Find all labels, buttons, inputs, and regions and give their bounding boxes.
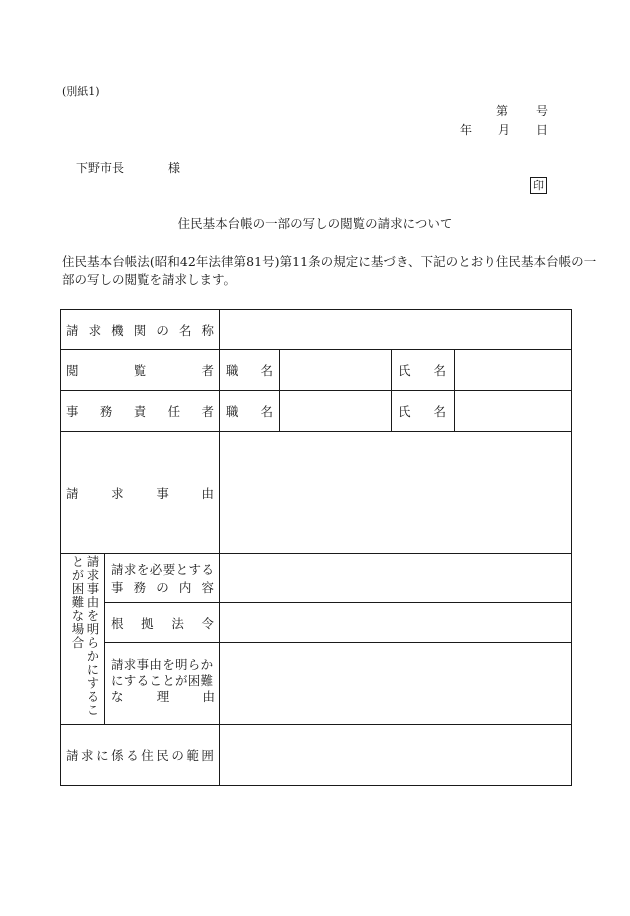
difficulty-reason-field[interactable] (220, 643, 571, 724)
label-char: を (136, 562, 150, 577)
label-char: 関 (133, 322, 147, 338)
label-char: る (126, 748, 139, 763)
label-char: 内 (178, 580, 192, 595)
label-char: 民 (156, 748, 169, 763)
number-prefix: 第 (496, 104, 509, 118)
label-char: 名 (433, 404, 446, 419)
label-char: 令 (201, 615, 214, 631)
resident-scope-field[interactable] (220, 725, 571, 785)
label-line (111, 560, 214, 576)
responsible-position-field[interactable] (280, 391, 391, 431)
label-char: 称 (201, 322, 214, 338)
resident-scope-label (66, 725, 214, 785)
label-char: 理 (156, 689, 170, 704)
date-year-label: 年 (460, 123, 473, 137)
label-char: と (175, 562, 189, 577)
label-char: 者 (201, 404, 214, 419)
label-char: の (156, 322, 169, 338)
label-char: 務 (99, 404, 113, 419)
label-char: 請 (111, 562, 124, 577)
label-char: 由 (202, 689, 215, 704)
requesting-org-label (66, 310, 214, 349)
label-char: 住 (141, 748, 154, 763)
date-day-label: 日 (536, 123, 549, 137)
body-text-line-2: 部の写しの閲覧を請求します。 (62, 272, 237, 287)
request-reason-field[interactable] (220, 432, 571, 553)
label-char: 求 (111, 485, 124, 501)
label-char: 名 (260, 363, 273, 378)
legal-basis-field[interactable] (220, 603, 571, 642)
label-char: 事 (156, 485, 169, 501)
viewer-label (66, 350, 214, 390)
label-char: 任 (167, 404, 181, 419)
legal-basis-label (111, 603, 214, 642)
label-char: 求 (81, 748, 94, 763)
label-char: な (111, 689, 124, 704)
difficulty-reason-label (111, 657, 215, 705)
label-char: 名 (178, 322, 192, 338)
label-char: 請 (66, 322, 79, 338)
responsible-name-field[interactable] (455, 391, 571, 431)
label-char: 由 (201, 485, 214, 501)
label-char: 求 (123, 562, 137, 577)
label-char: る (201, 562, 214, 577)
label-char: 範 (186, 748, 199, 763)
label-char: の (156, 580, 169, 595)
label-char: 根 (111, 615, 124, 631)
responsible-person-label (66, 391, 214, 431)
label-char: 請 (66, 485, 79, 501)
necessary-work-field[interactable] (220, 554, 571, 602)
label-char: の (171, 748, 184, 763)
label-char: 覧 (133, 363, 147, 378)
addressee: 下野市長 (76, 161, 125, 175)
label-char: 囲 (201, 748, 214, 763)
seal-mark: 印 (530, 177, 547, 194)
viewer-position-field[interactable] (280, 350, 391, 390)
document-title: 住民基本台帳の一部の写しの閲覧の請求について (177, 216, 453, 231)
label-char: す (188, 562, 202, 577)
label-char: 係 (111, 748, 124, 763)
label-char: 事 (111, 580, 124, 595)
label-char: 閲 (66, 363, 79, 378)
label-line (111, 689, 215, 705)
label-char: 氏 (398, 404, 411, 419)
label-char: 名 (260, 404, 273, 419)
date-month-label: 月 (498, 123, 511, 137)
label-char: 者 (201, 363, 214, 378)
responsible-name-label (398, 391, 446, 431)
label-char: 容 (201, 580, 214, 595)
label-char: 職 (226, 404, 239, 419)
responsible-position-label (226, 391, 273, 431)
label-char: 機 (111, 322, 124, 338)
number-suffix: 号 (536, 104, 549, 118)
label-char: 責 (133, 404, 147, 419)
label-char: に (96, 748, 109, 763)
label-char: 要 (162, 562, 176, 577)
label-char: 請 (66, 748, 79, 763)
label-line: 請求事由を明らか (111, 657, 214, 672)
label-char: 務 (133, 580, 147, 595)
viewer-position-label (226, 350, 273, 390)
label-char: 氏 (398, 363, 411, 378)
annex-label: (別紙1) (62, 85, 100, 98)
label-char: 拠 (141, 615, 154, 631)
body-text-line-1: 住民基本台帳法(昭和42年法律第81号)第11条の規定に基づき、下記のとおり住民基本台帳の一 (62, 254, 597, 269)
request-reason-label (66, 432, 214, 553)
label-line: にすることが困難 (111, 673, 214, 688)
label-char: 名 (433, 363, 446, 378)
viewer-name-label (398, 350, 446, 390)
label-char: 職 (226, 363, 239, 378)
necessary-work-label (111, 560, 214, 594)
addressee-honorific: 様 (168, 161, 181, 175)
label-char: 事 (66, 404, 79, 419)
difficult-case-side-label: 請求事由を明らかにすることが困難な場合 (70, 555, 100, 717)
label-char: 求 (88, 322, 102, 338)
label-char: 必 (149, 562, 163, 577)
label-char: 法 (171, 615, 184, 631)
viewer-name-field[interactable] (455, 350, 571, 390)
label-line (111, 578, 214, 594)
requesting-org-field[interactable] (220, 310, 571, 349)
